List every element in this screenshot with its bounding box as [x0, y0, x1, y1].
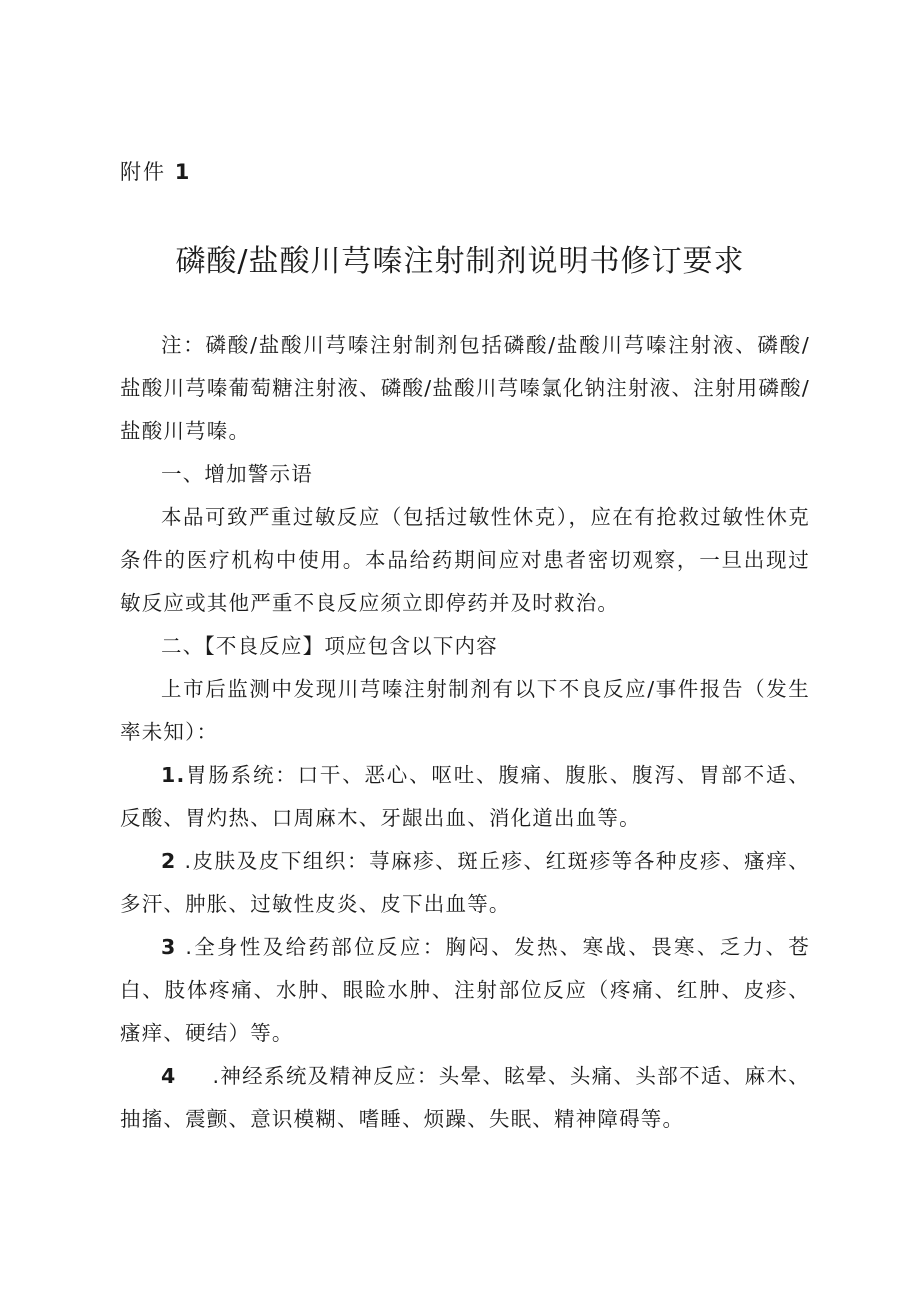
list-item-2: [120, 840, 810, 926]
section-2-intro: 上市后监测中发现川芎嗪注射制剂有以下不良反应/事件报告（发生率未知）：: [120, 677, 810, 744]
note-paragraph: 注：磷酸/盐酸川芎嗪注射制剂包括磷酸/盐酸川芎嗪注射液、磷酸/盐酸川芎嗪葡萄糖注射液、磷酸/盐酸川芎嗪氯化钠注射液、注射用磷酸/盐酸川芎嗪。: [120, 333, 810, 443]
document-body: [120, 324, 810, 1141]
list-item-1-text: 胃肠系统：口干、恶心、呕吐、腹痛、腹胀、腹泻、胃部不适、反酸、胃灼热、口周麻木、牙龈出血、消化道出血等。: [120, 763, 810, 830]
section-2-heading: 二、【不良反应】项应包含以下内容: [161, 634, 498, 658]
list-item-4-number: 4: [161, 1064, 177, 1088]
attachment-number: 1: [174, 160, 192, 184]
list-item-4-text: .神经系统及精神反应：头晕、眩晕、头痛、头部不适、麻木、抽搐、震颤、意识模糊、嗜睡、烦躁、失眠、精神障碍等。: [120, 1064, 810, 1131]
list-item-3-text: .全身性及给药部位反应：胸闷、发热、寒战、畏寒、乏力、苍白、肢体疼痛、水肿、眼睑水肿、注射部位反应（疼痛、红肿、皮疹、瘙痒、硬结）等。: [120, 935, 810, 1045]
list-item-2-number: 2: [161, 849, 177, 873]
list-item-4: [120, 1055, 810, 1141]
list-item-2-text: .皮肤及皮下组织：荨麻疹、斑丘疹、红斑疹等各种皮疹、瘙痒、多汗、肿胀、过敏性皮炎、皮下出血等。: [120, 849, 810, 916]
section-1-body: 本品可致严重过敏反应（包括过敏性休克），应在有抢救过敏性休克条件的医疗机构中使用。本品给药期间应对患者密切观察，一旦出现过敏反应或其他严重不良反应须立即停药并及时救治。: [120, 505, 810, 615]
section-1-heading: 一、增加警示语: [161, 462, 313, 486]
attachment-text: 附件: [120, 160, 166, 184]
list-item-1: [120, 754, 810, 840]
list-item-1-number: 1.: [161, 763, 186, 787]
list-item-3: [120, 926, 810, 1055]
document-title: 磷酸/盐酸川芎嗪注射制剂说明书修订要求: [175, 244, 745, 279]
attachment-label: [120, 156, 191, 186]
list-item-3-number: 3: [161, 935, 177, 959]
